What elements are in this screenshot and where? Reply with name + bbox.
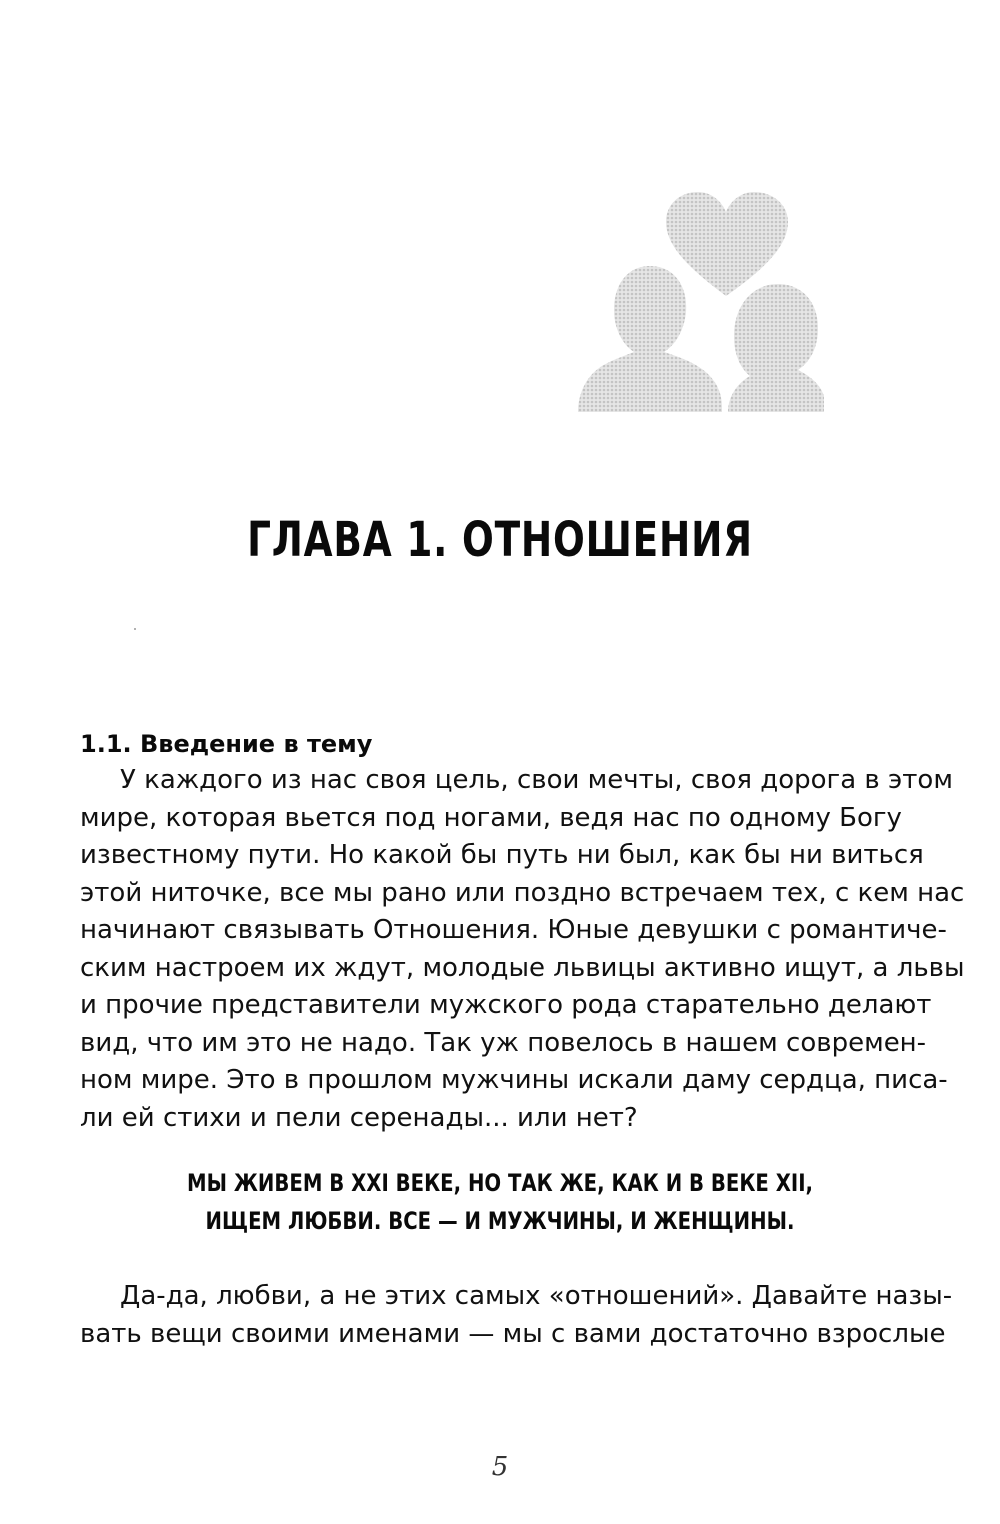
paragraph-line: ном мире. Это в прошлом мужчины искали даму сердца, писа- bbox=[80, 1065, 948, 1095]
paragraph-line: ским настроем их ждут, молодые львицы активно ищут, а львы bbox=[80, 952, 965, 983]
paragraph-line: мире, которая вьется под ногами, ведя нас по одному Богу bbox=[80, 802, 902, 833]
paragraph-line: Да-да, любви, а не этих самых «отношений». Давайте назы- bbox=[120, 1281, 953, 1311]
body-paragraph-1 bbox=[80, 762, 965, 1137]
pull-quote bbox=[0, 1164, 1000, 1240]
couple-with-heart-icon bbox=[578, 188, 824, 414]
print-speck bbox=[134, 628, 136, 630]
page-number: 5 bbox=[491, 1452, 509, 1482]
paragraph-line: вид, что им это не надо. Так уж повелось в нашем современ- bbox=[80, 1027, 927, 1058]
pull-quote-line: МЫ ЖИВЕМ В XXI ВЕКЕ, НО ТАК ЖЕ, КАК И В ВЕКЕ XII, bbox=[187, 1169, 813, 1197]
paragraph-line: ли ей стихи и пели серенады... или нет? bbox=[80, 1102, 638, 1133]
paragraph-line: У каждого из нас своя цель, свои мечты, своя дорога в этом bbox=[120, 765, 953, 795]
paragraph-line: вать вещи своими именами — мы с вами достаточно взрослые bbox=[80, 1318, 946, 1349]
paragraph-line: известному пути. Но какой бы путь ни был, как бы ни виться bbox=[80, 840, 924, 870]
heart-shape bbox=[666, 192, 788, 296]
paragraph-line: начинают связывать Отношения. Юные девушки с романтиче- bbox=[80, 915, 947, 945]
left-person-silhouette bbox=[578, 266, 722, 412]
body-paragraph-2 bbox=[80, 1278, 953, 1353]
pull-quote-line: ИЩЕМ ЛЮБВИ. ВСЕ — И МУЖЧИНЫ, И ЖЕНЩИНЫ. bbox=[205, 1207, 795, 1235]
section-heading: 1.1. Введение в тему bbox=[80, 730, 373, 758]
chapter-title: ГЛАВА 1. ОТНОШЕНИЯ bbox=[247, 512, 753, 568]
right-person-silhouette bbox=[728, 284, 824, 412]
paragraph-line: и прочие представители мужского рода старательно делают bbox=[80, 990, 932, 1020]
paragraph-line: этой ниточке, все мы рано или поздно встречаем тех, с кем нас bbox=[80, 877, 965, 908]
